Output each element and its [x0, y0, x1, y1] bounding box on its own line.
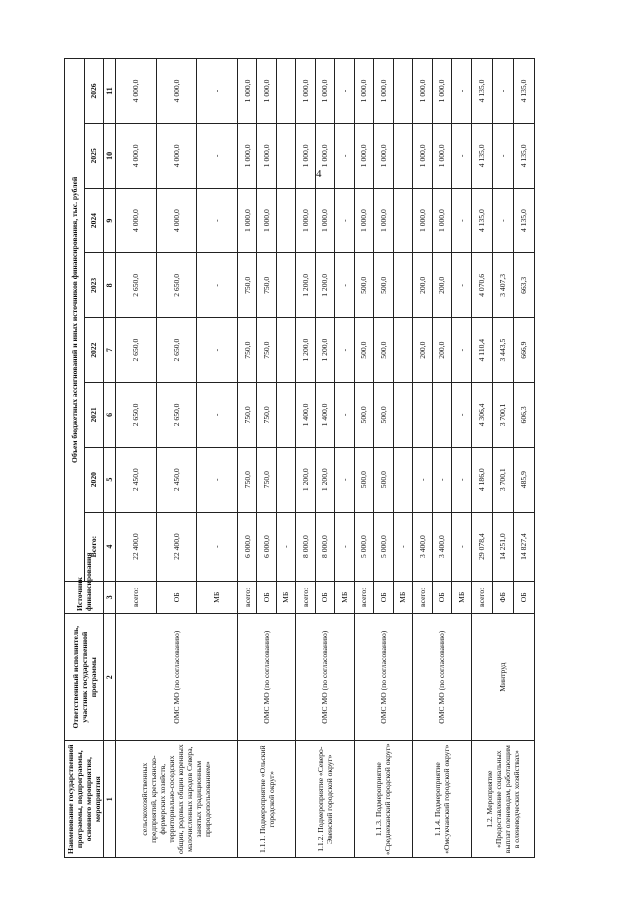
year-value-cell: 1 000,0 — [374, 188, 393, 253]
year-value-cell: 2 650,0 — [156, 318, 197, 383]
col-funding-group-header: Объем бюджетных ассигнований и иных источников финансирования, тыс. рублей — [65, 59, 85, 582]
source-cell: всего: — [471, 581, 492, 613]
col-year-header: 2021 — [84, 383, 104, 448]
year-value-cell: 4 135,0 — [471, 59, 492, 124]
year-value-cell: 500,0 — [354, 383, 373, 448]
column-index: 4 — [104, 512, 116, 581]
source-cell: МБ — [393, 581, 412, 613]
year-value-cell: 2 650,0 — [156, 253, 197, 318]
total-value-cell: 3 400,0 — [413, 512, 432, 581]
year-value-cell: 500,0 — [354, 318, 373, 383]
year-value-cell: - — [197, 447, 238, 512]
col-year-header: 2022 — [84, 318, 104, 383]
year-value-cell: - — [197, 318, 238, 383]
table-row — [296, 59, 315, 858]
year-value-cell: 1 000,0 — [296, 123, 315, 188]
year-value-cell: 1 000,0 — [354, 188, 373, 253]
year-value-cell: 485,9 — [513, 447, 534, 512]
year-value-cell: 750,0 — [257, 383, 276, 448]
year-value-cell: 750,0 — [237, 318, 256, 383]
year-value-cell: 1 000,0 — [432, 123, 451, 188]
year-value-cell — [393, 383, 412, 448]
year-value-cell: 1 400,0 — [296, 383, 315, 448]
year-value-cell: - — [197, 123, 238, 188]
year-value-cell: 500,0 — [374, 253, 393, 318]
year-value-cell — [276, 123, 295, 188]
total-value-cell: 22 400,0 — [156, 512, 197, 581]
source-cell: всего: — [354, 581, 373, 613]
year-value-cell — [276, 447, 295, 512]
col-year-header: 2025 — [84, 123, 104, 188]
year-value-cell: - — [335, 383, 354, 448]
column-index: 5 — [104, 447, 116, 512]
year-value-cell: 2 450,0 — [156, 447, 197, 512]
year-value-cell: 1 200,0 — [315, 253, 334, 318]
source-cell: всего: — [413, 581, 432, 613]
total-value-cell: - — [452, 512, 471, 581]
table-row — [413, 59, 432, 858]
program-name-cell: 1.2. Мероприятие «Предоставление социальных выплат оленеводам, работающим в оленеводческих хозяйствах» — [471, 741, 534, 858]
col-name-header: Наименование государственной программы, подпрограммы, основного мероприятия, мероприятия — [65, 741, 104, 858]
year-value-cell: 1 000,0 — [374, 59, 393, 124]
year-value-cell: 750,0 — [257, 253, 276, 318]
year-value-cell: 2 650,0 — [116, 383, 157, 448]
column-index: 9 — [104, 188, 116, 253]
year-value-cell: 4 000,0 — [156, 123, 197, 188]
year-value-cell: 4 000,0 — [116, 188, 157, 253]
column-index: 10 — [104, 123, 116, 188]
year-value-cell: 4 186,0 — [471, 447, 492, 512]
column-index: 3 — [104, 581, 116, 613]
year-value-cell — [393, 447, 412, 512]
year-value-cell: 2 650,0 — [156, 383, 197, 448]
year-value-cell: 666,9 — [513, 318, 534, 383]
source-cell: всего: — [116, 581, 157, 613]
year-value-cell: 4 000,0 — [156, 188, 197, 253]
year-value-cell: 1 000,0 — [432, 188, 451, 253]
year-value-cell: 500,0 — [354, 253, 373, 318]
year-value-cell: 606,3 — [513, 383, 534, 448]
year-value-cell: 1 000,0 — [315, 188, 334, 253]
total-value-cell: 8 000,0 — [315, 512, 334, 581]
year-value-cell: 4 135,0 — [513, 59, 534, 124]
year-value-cell: - — [335, 253, 354, 318]
year-value-cell: 1 000,0 — [237, 59, 256, 124]
year-value-cell: 1 000,0 — [237, 123, 256, 188]
year-value-cell: - — [413, 447, 432, 512]
table-row — [237, 59, 256, 858]
table-row — [116, 59, 157, 858]
source-cell: МБ — [276, 581, 295, 613]
source-cell: ФБ — [492, 581, 513, 613]
year-value-cell: 4 135,0 — [471, 123, 492, 188]
total-value-cell: 8 000,0 — [296, 512, 315, 581]
year-value-cell: 1 000,0 — [296, 188, 315, 253]
year-value-cell: 2 650,0 — [116, 253, 157, 318]
year-value-cell: 200,0 — [432, 253, 451, 318]
executor-cell: ОМС МО (по согласованию) — [237, 614, 295, 741]
funding-table — [64, 58, 535, 858]
year-value-cell: 1 000,0 — [257, 59, 276, 124]
total-value-cell: 22 400,0 — [116, 512, 157, 581]
column-index: 2 — [104, 614, 116, 741]
year-value-cell: 1 200,0 — [296, 253, 315, 318]
col-year-header: 2023 — [84, 253, 104, 318]
source-cell: ОБ — [315, 581, 334, 613]
col-year-header: 2026 — [84, 59, 104, 124]
source-cell: МБ — [452, 581, 471, 613]
year-value-cell: - — [335, 447, 354, 512]
executor-cell: ОМС МО (по согласованию) — [116, 614, 238, 741]
year-value-cell: 3 443,5 — [492, 318, 513, 383]
year-value-cell: - — [335, 123, 354, 188]
year-value-cell — [393, 253, 412, 318]
year-value-cell — [393, 188, 412, 253]
page-number: 4 — [316, 168, 322, 180]
year-value-cell: 1 000,0 — [257, 123, 276, 188]
program-name-cell: 1.1.1. Подмероприятие «Ольский городской округ» — [237, 741, 295, 858]
executor-cell: ОМС МО (по согласованию) — [296, 614, 354, 741]
header-row-1 — [65, 59, 85, 858]
total-value-cell: - — [393, 512, 412, 581]
year-value-cell: 4 135,0 — [471, 188, 492, 253]
source-cell: МБ — [197, 581, 238, 613]
column-index-row — [104, 59, 116, 858]
col-year-header: 2024 — [84, 188, 104, 253]
year-value-cell — [393, 123, 412, 188]
year-value-cell: 1 400,0 — [315, 383, 334, 448]
executor-cell: Минтруд — [471, 614, 534, 741]
total-value-cell: 29 078,4 — [471, 512, 492, 581]
year-value-cell: 1 000,0 — [374, 123, 393, 188]
year-value-cell: - — [432, 447, 451, 512]
year-value-cell — [393, 59, 412, 124]
year-value-cell: 1 000,0 — [315, 59, 334, 124]
year-value-cell: - — [452, 123, 471, 188]
year-value-cell: - — [335, 59, 354, 124]
program-name-cell: сельскохозяйственных предприятий, крестьянско-фермерских хозяйств, территориально-соседских общин, родовых общин коренных малочисленных народов Севера, занятых традиционным природопользованием» — [116, 741, 238, 858]
total-value-cell: 6 000,0 — [257, 512, 276, 581]
year-value-cell — [276, 59, 295, 124]
source-cell: ОБ — [513, 581, 534, 613]
total-value-cell: - — [335, 512, 354, 581]
year-value-cell: 200,0 — [413, 318, 432, 383]
year-value-cell: 1 000,0 — [413, 188, 432, 253]
year-value-cell: 4 000,0 — [116, 123, 157, 188]
year-value-cell: 750,0 — [237, 447, 256, 512]
year-value-cell: - — [492, 188, 513, 253]
total-value-cell: 14 251,0 — [492, 512, 513, 581]
column-index: 1 — [104, 741, 116, 858]
program-name-cell: 1.1.3. Подмероприятие «Среднеканский городской округ» — [354, 741, 412, 858]
year-value-cell — [393, 318, 412, 383]
source-cell: ОБ — [432, 581, 451, 613]
year-value-cell: - — [492, 123, 513, 188]
source-cell: МБ — [335, 581, 354, 613]
year-value-cell: 1 000,0 — [296, 59, 315, 124]
year-value-cell: 200,0 — [432, 318, 451, 383]
year-value-cell — [276, 383, 295, 448]
year-value-cell: 663,3 — [513, 253, 534, 318]
year-value-cell: 1 200,0 — [296, 447, 315, 512]
year-value-cell: 1 000,0 — [413, 123, 432, 188]
year-value-cell: 1 000,0 — [257, 188, 276, 253]
year-value-cell: - — [197, 59, 238, 124]
column-index: 11 — [104, 59, 116, 124]
col-source-header: Источник финансирования — [65, 581, 104, 613]
total-value-cell: - — [276, 512, 295, 581]
rotated-funding-table — [64, 58, 529, 858]
year-value-cell — [276, 188, 295, 253]
year-value-cell: 1 000,0 — [354, 59, 373, 124]
source-cell: ОБ — [374, 581, 393, 613]
total-value-cell: - — [197, 512, 238, 581]
program-name-cell: 1.1.2. Подмероприятие «Северо-Эвенский городской округ» — [296, 741, 354, 858]
year-value-cell: 200,0 — [413, 253, 432, 318]
col-year-header: 2020 — [84, 447, 104, 512]
year-value-cell: 1 200,0 — [315, 318, 334, 383]
year-value-cell: - — [335, 318, 354, 383]
year-value-cell: 1 000,0 — [354, 123, 373, 188]
source-cell: ОБ — [257, 581, 276, 613]
year-value-cell: 500,0 — [374, 383, 393, 448]
year-value-cell: 4 070,6 — [471, 253, 492, 318]
year-value-cell: - — [492, 59, 513, 124]
year-value-cell: 500,0 — [374, 447, 393, 512]
year-value-cell: 1 000,0 — [413, 59, 432, 124]
year-value-cell: 2 450,0 — [116, 447, 157, 512]
year-value-cell: - — [452, 59, 471, 124]
year-value-cell: 4 306,4 — [471, 383, 492, 448]
funding-table-body — [116, 59, 535, 858]
year-value-cell: 4 110,4 — [471, 318, 492, 383]
col-executor-header: Ответственный исполнитель, участник государственной программы — [65, 614, 104, 741]
total-value-cell: 14 827,4 — [513, 512, 534, 581]
year-value-cell: - — [452, 188, 471, 253]
year-value-cell: 500,0 — [354, 447, 373, 512]
source-cell: всего: — [237, 581, 256, 613]
year-value-cell: 750,0 — [257, 318, 276, 383]
year-value-cell: 500,0 — [374, 318, 393, 383]
source-cell: всего: — [296, 581, 315, 613]
year-value-cell: 750,0 — [237, 383, 256, 448]
year-value-cell: 4 135,0 — [513, 123, 534, 188]
program-name-cell: 1.1.4. Подмероприятие «Омсукчанский городской округ» — [413, 741, 471, 858]
year-value-cell: 1 000,0 — [237, 188, 256, 253]
year-value-cell: 3 700,1 — [492, 383, 513, 448]
year-value-cell: 750,0 — [257, 447, 276, 512]
year-value-cell: 4 000,0 — [156, 59, 197, 124]
year-value-cell: 1 200,0 — [315, 447, 334, 512]
total-value-cell: 3 400,0 — [432, 512, 451, 581]
year-value-cell: 1 000,0 — [432, 59, 451, 124]
year-value-cell: 1 000,0 — [315, 123, 334, 188]
year-value-cell — [413, 383, 432, 448]
column-index: 6 — [104, 383, 116, 448]
year-value-cell: 2 650,0 — [116, 318, 157, 383]
total-value-cell: 5 000,0 — [354, 512, 373, 581]
year-value-cell: - — [197, 383, 238, 448]
year-value-cell: - — [452, 447, 471, 512]
year-value-cell: 4 000,0 — [116, 59, 157, 124]
column-index: 8 — [104, 253, 116, 318]
year-value-cell: - — [452, 383, 471, 448]
year-value-cell: - — [197, 253, 238, 318]
column-index: 7 — [104, 318, 116, 383]
table-row — [471, 59, 492, 858]
year-value-cell — [432, 383, 451, 448]
col-total-header: Всего: — [84, 512, 104, 581]
year-value-cell: 1 200,0 — [296, 318, 315, 383]
year-value-cell — [276, 318, 295, 383]
total-value-cell: 5 000,0 — [374, 512, 393, 581]
executor-cell: ОМС МО (по согласованию) — [354, 614, 412, 741]
year-value-cell: - — [335, 188, 354, 253]
year-value-cell: 3 700,1 — [492, 447, 513, 512]
year-value-cell: - — [197, 188, 238, 253]
table-row — [354, 59, 373, 858]
year-value-cell — [276, 253, 295, 318]
year-value-cell: 750,0 — [237, 253, 256, 318]
year-value-cell: 4 135,0 — [513, 188, 534, 253]
total-value-cell: 6 000,0 — [237, 512, 256, 581]
source-cell: ОБ — [156, 581, 197, 613]
year-value-cell: - — [452, 253, 471, 318]
executor-cell: ОМС МО (по согласованию) — [413, 614, 471, 741]
year-value-cell: - — [452, 318, 471, 383]
year-value-cell: 3 407,3 — [492, 253, 513, 318]
